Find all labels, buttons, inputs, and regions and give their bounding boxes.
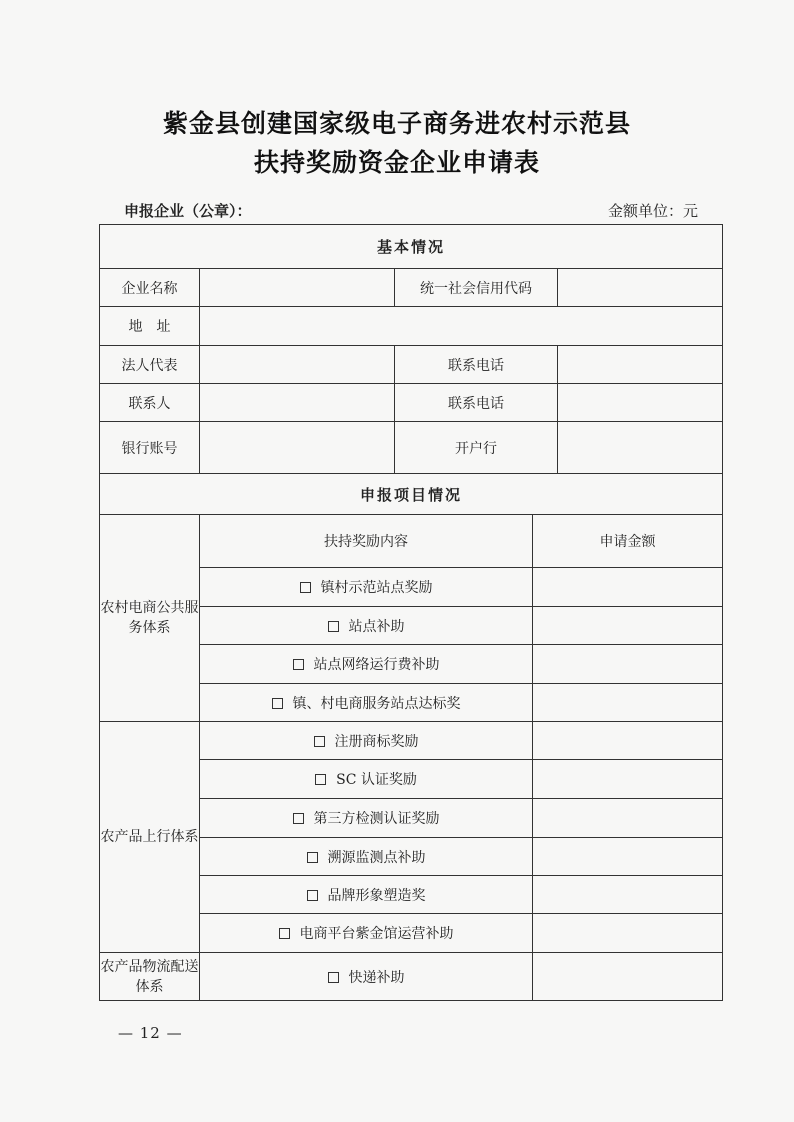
amount-cell[interactable] [533,722,723,760]
value-company-name[interactable] [200,269,395,307]
amount-cell[interactable] [533,760,723,799]
item-row[interactable]: 第三方检测认证奖励 [200,799,533,838]
value-legal-rep[interactable] [200,346,395,384]
section-project-info: 申报项目情况 [100,474,723,515]
label-address: 地 址 [100,307,200,346]
amount-cell[interactable] [533,876,723,914]
item-row[interactable]: 镇村示范站点奖励 [200,568,533,607]
applicant-label: 申报企业（公章）： [124,202,252,220]
item-row[interactable]: 注册商标奖励 [200,722,533,760]
checkbox[interactable] [307,890,318,901]
checkbox[interactable] [293,659,304,670]
item-row[interactable]: 快递补助 [200,953,533,1001]
amount-cell[interactable] [533,914,723,953]
checkbox[interactable] [307,852,318,863]
value-address[interactable] [200,307,723,346]
form-title-line1: 紫金县创建国家级电子商务进农村示范县 [162,109,631,138]
amount-cell[interactable] [533,953,723,1001]
label-phone-2: 联系电话 [395,384,558,422]
value-credit-code[interactable] [558,269,723,307]
item-row[interactable]: 站点补助 [200,607,533,645]
form-title-line2: 扶持奖励资金企业申请表 [253,148,540,177]
checkbox[interactable] [272,698,283,709]
amount-cell[interactable] [533,607,723,645]
page-number: — 12 — [118,1024,183,1042]
checkbox[interactable] [300,582,311,593]
amount-cell[interactable] [533,799,723,838]
label-phone-1: 联系电话 [395,346,558,384]
label-legal-rep: 法人代表 [100,346,200,384]
item-row[interactable]: SC 认证奖励 [200,760,533,799]
checkbox[interactable] [314,736,325,747]
section-basic-info: 基本情况 [100,225,723,269]
header-amount: 申请金额 [533,515,723,568]
amount-cell[interactable] [533,838,723,876]
label-contact: 联系人 [100,384,200,422]
label-company-name: 企业名称 [100,269,200,307]
item-row[interactable]: 品牌形象塑造奖 [200,876,533,914]
category-logistics: 农产品物流配送体系 [100,953,200,1001]
amount-cell[interactable] [533,684,723,722]
checkbox[interactable] [328,972,339,983]
checkbox[interactable] [279,928,290,939]
header-content: 扶持奖励内容 [200,515,533,568]
item-row[interactable]: 站点网络运行费补助 [200,645,533,684]
amount-unit-label: 金额单位：元 [607,202,698,220]
value-bank-account[interactable] [200,422,395,474]
label-bank-account: 银行账号 [100,422,200,474]
category-upstream: 农产品上行体系 [100,722,200,953]
checkbox[interactable] [293,813,304,824]
checkbox[interactable] [328,621,339,632]
checkbox[interactable] [315,774,326,785]
value-bank[interactable] [558,422,723,474]
item-row[interactable]: 镇、村电商服务站点达标奖 [200,684,533,722]
item-row[interactable]: 电商平台紫金馆运营补助 [200,914,533,953]
value-contact[interactable] [200,384,395,422]
amount-cell[interactable] [533,645,723,684]
application-form-table [99,224,723,1001]
category-public-service: 农村电商公共服务体系 [100,515,200,722]
item-row[interactable]: 溯源监测点补助 [200,838,533,876]
amount-cell[interactable] [533,568,723,607]
label-credit-code: 统一社会信用代码 [395,269,558,307]
value-phone-1[interactable] [558,346,723,384]
label-bank: 开户行 [395,422,558,474]
value-phone-2[interactable] [558,384,723,422]
